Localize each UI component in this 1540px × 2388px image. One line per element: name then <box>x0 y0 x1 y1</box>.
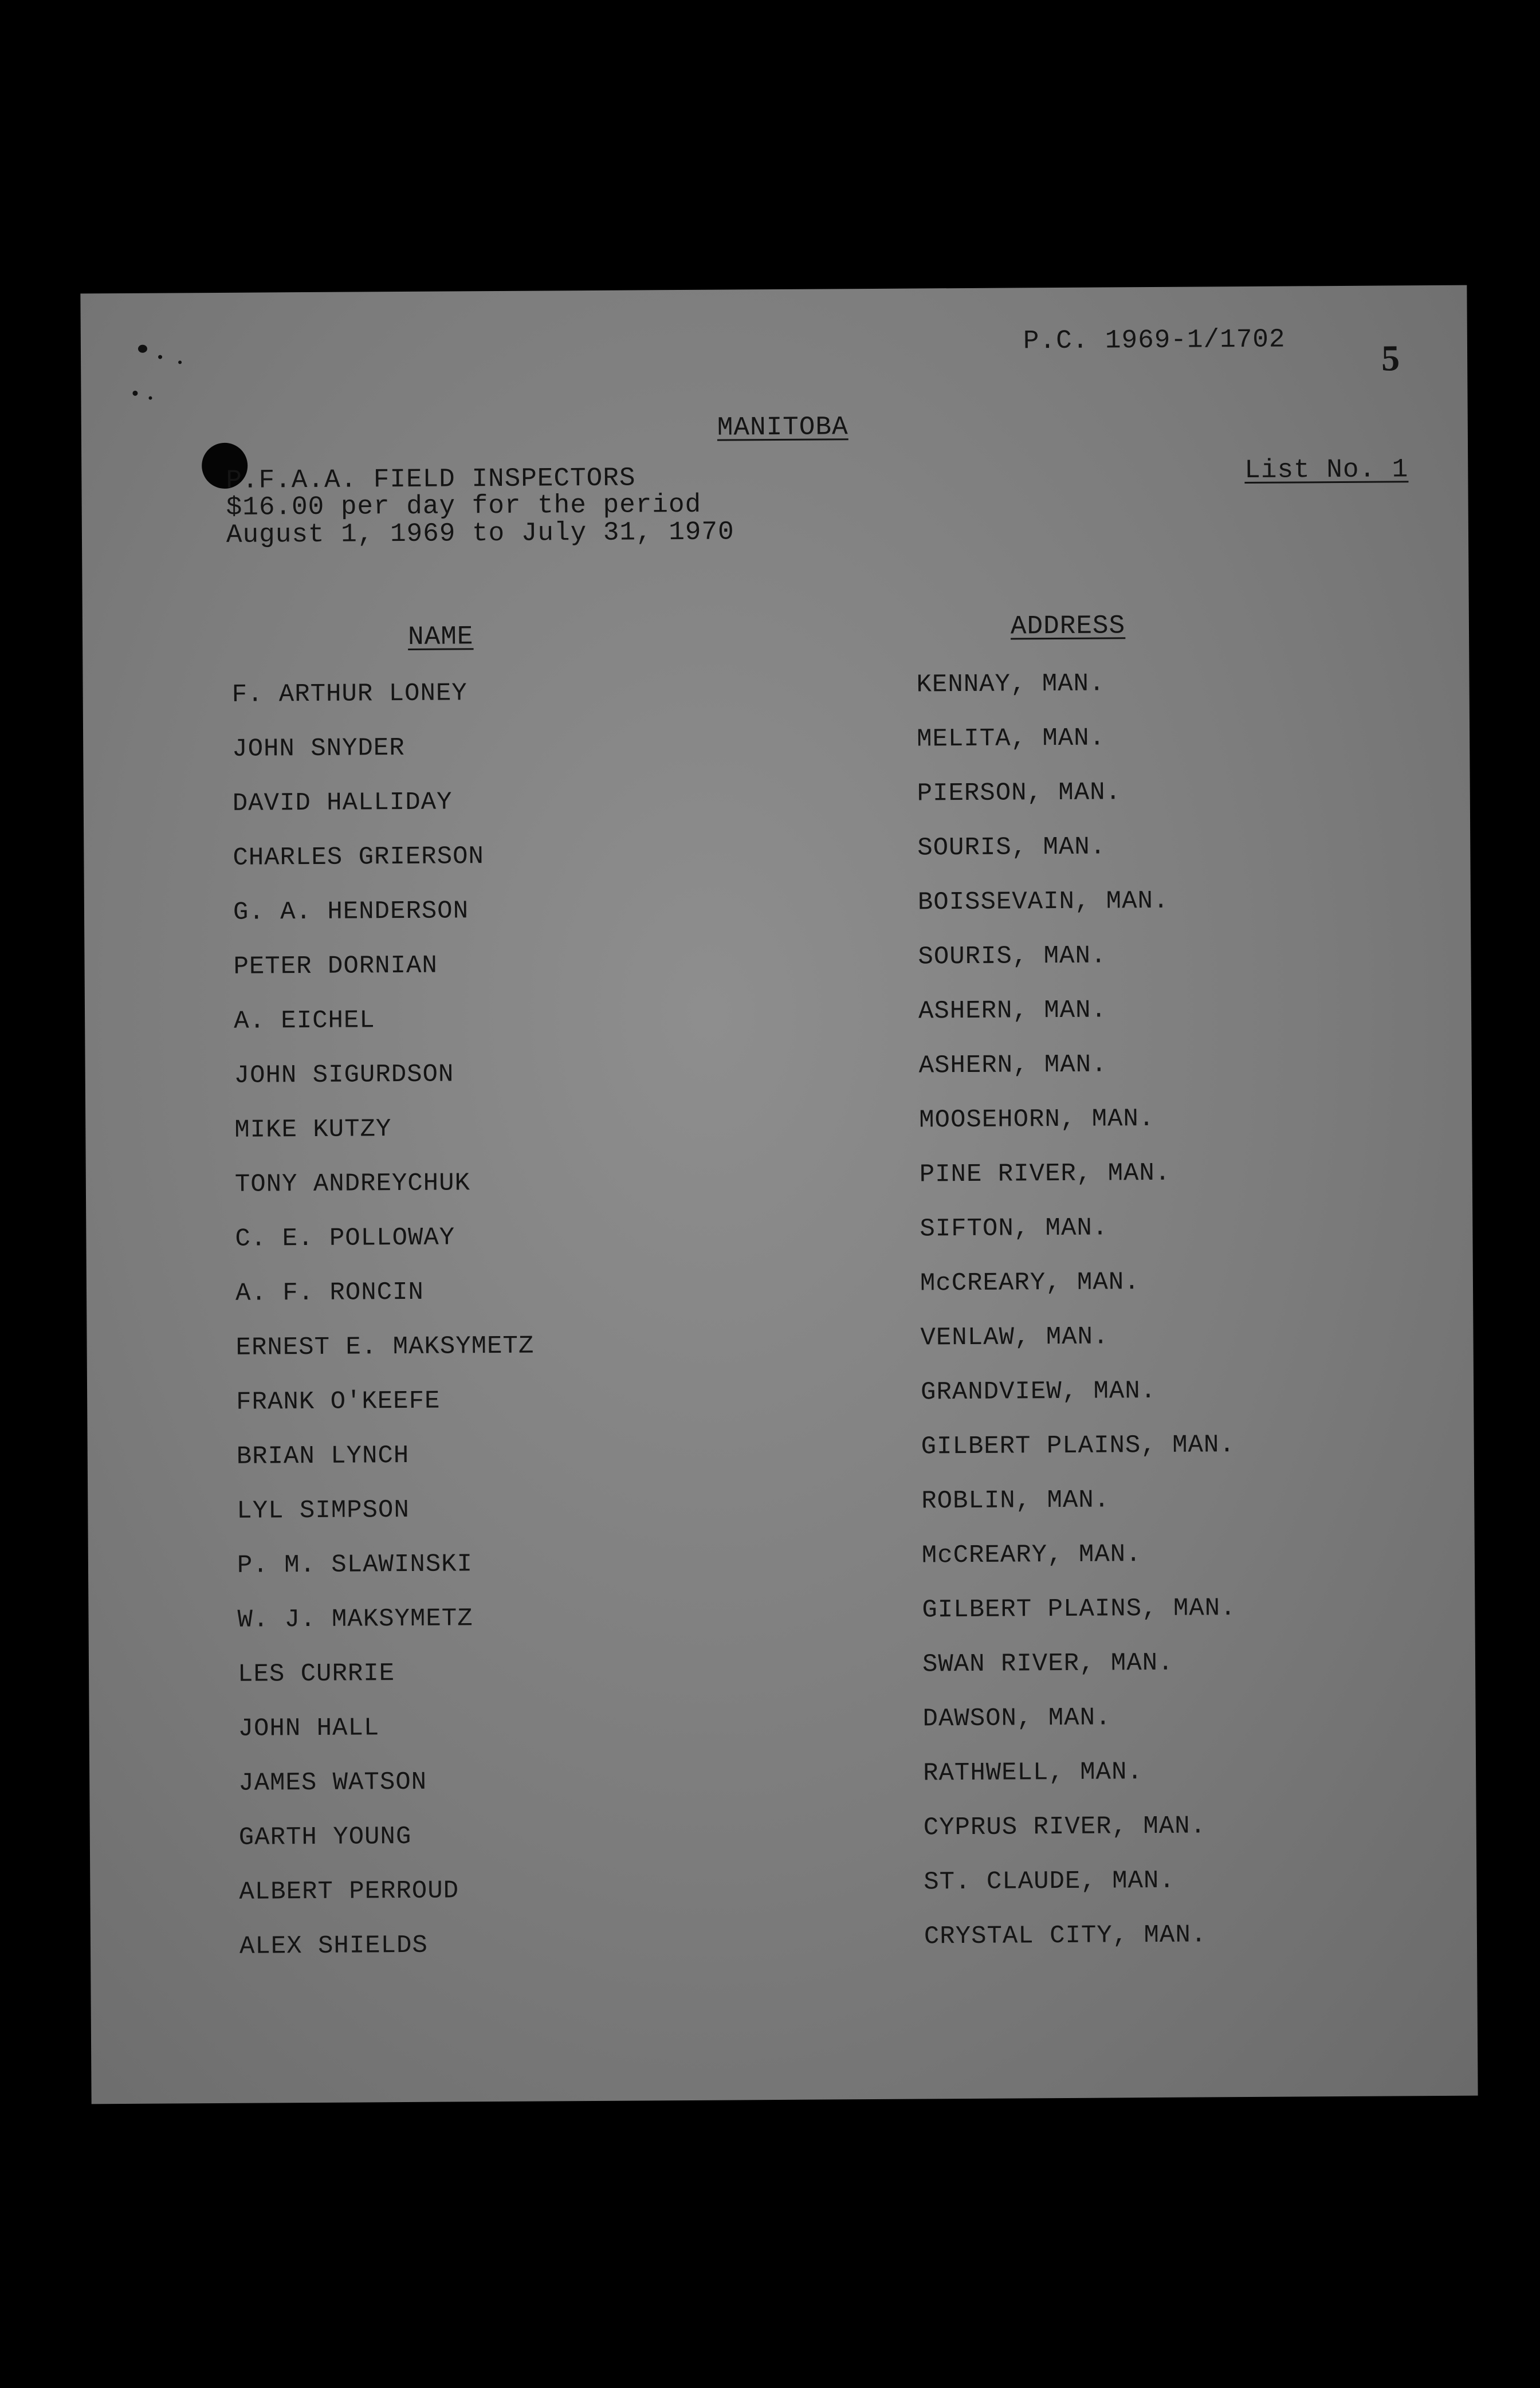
entry-name: CHARLES GRIERSON <box>233 842 485 873</box>
entry-name: ERNEST E. MAKSYMETZ <box>235 1332 535 1362</box>
entry-address: PINE RIVER, MAN. <box>919 1158 1171 1189</box>
entry-name: JOHN HALL <box>238 1714 380 1743</box>
entry-name: JOHN SIGURDSON <box>234 1060 454 1090</box>
page-number: 5 <box>1381 337 1401 379</box>
entry-name: JAMES WATSON <box>238 1768 427 1798</box>
paper-marks <box>115 333 230 425</box>
entry-address: ST. CLAUDE, MAN. <box>924 1866 1175 1897</box>
list-label: List No. 1 <box>1244 454 1409 486</box>
entry-address: ASHERN, MAN. <box>918 1050 1107 1081</box>
column-header-address: ADDRESS <box>1010 611 1126 642</box>
entry-address: CYPRUS RIVER, MAN. <box>923 1812 1207 1843</box>
entry-address: CRYSTAL CITY, MAN. <box>924 1920 1207 1951</box>
entry-name: A. F. RONCIN <box>235 1278 425 1308</box>
entry-name: G. A. HENDERSON <box>233 897 469 927</box>
entry-name: TONY ANDREYCHUK <box>234 1169 471 1199</box>
entry-name: C. E. POLLOWAY <box>235 1223 455 1254</box>
entry-address: McCREARY, MAN. <box>921 1540 1142 1570</box>
entry-address: BOISSEVAIN, MAN. <box>917 886 1169 917</box>
entry-name: LYL SIMPSON <box>237 1495 410 1526</box>
entry-name: P. M. SLAWINSKI <box>237 1550 473 1580</box>
column-header-name: NAME <box>407 622 474 652</box>
entry-name: F. ARTHUR LONEY <box>231 679 467 709</box>
entry-address: VENLAW, MAN. <box>920 1322 1109 1353</box>
entry-name: A. EICHEL <box>233 1006 375 1036</box>
entry-address: DAWSON, MAN. <box>922 1703 1111 1734</box>
entry-name: DAVID HALLIDAY <box>232 788 453 818</box>
entry-address: GRANDVIEW, MAN. <box>920 1376 1157 1407</box>
document-page <box>80 285 1478 2104</box>
entry-address: KENNAY, MAN. <box>916 669 1105 700</box>
entry-address: SWAN RIVER, MAN. <box>922 1648 1174 1679</box>
entry-address: RATHWELL, MAN. <box>923 1758 1143 1788</box>
entry-address: ASHERN, MAN. <box>918 996 1107 1026</box>
entry-name: ALEX SHIELDS <box>239 1931 429 1961</box>
entry-name: ALBERT PERROUD <box>239 1876 459 1907</box>
heading-line-1: P.F.A.A. FIELD INSPECTORS <box>226 463 636 496</box>
entry-address: GILBERT PLAINS, MAN. <box>921 1431 1235 1462</box>
entry-name: PETER DORNIAN <box>233 951 438 981</box>
entry-address: MELITA, MAN. <box>916 724 1106 754</box>
entry-name: FRANK O'KEEFE <box>236 1387 441 1417</box>
reference-number: P.C. 1969-1/1702 <box>1023 324 1286 356</box>
entry-name: GARTH YOUNG <box>238 1822 412 1852</box>
entry-address: McCREARY, MAN. <box>920 1268 1140 1298</box>
entry-name: JOHN SNYDER <box>232 733 405 764</box>
entry-address: GILBERT PLAINS, MAN. <box>922 1594 1236 1625</box>
entry-name: MIKE KUTZY <box>234 1115 392 1145</box>
entry-name: BRIAN LYNCH <box>236 1441 410 1471</box>
entry-address: SOURIS, MAN. <box>918 941 1107 972</box>
heading-line-3: August 1, 1969 to July 31, 1970 <box>226 517 734 550</box>
heading-line-2: $16.00 per day for the period <box>226 489 702 523</box>
entry-name: LES CURRIE <box>237 1659 395 1689</box>
entry-address: MOOSEHORN, MAN. <box>919 1104 1155 1135</box>
entry-address: SIFTON, MAN. <box>920 1213 1109 1244</box>
entry-name: W. J. MAKSYMETZ <box>237 1604 473 1635</box>
entry-address: SOURIS, MAN. <box>917 832 1106 863</box>
province-title: MANITOBA <box>717 412 848 443</box>
entry-address: ROBLIN, MAN. <box>921 1486 1110 1516</box>
entry-address: PIERSON, MAN. <box>917 778 1122 808</box>
